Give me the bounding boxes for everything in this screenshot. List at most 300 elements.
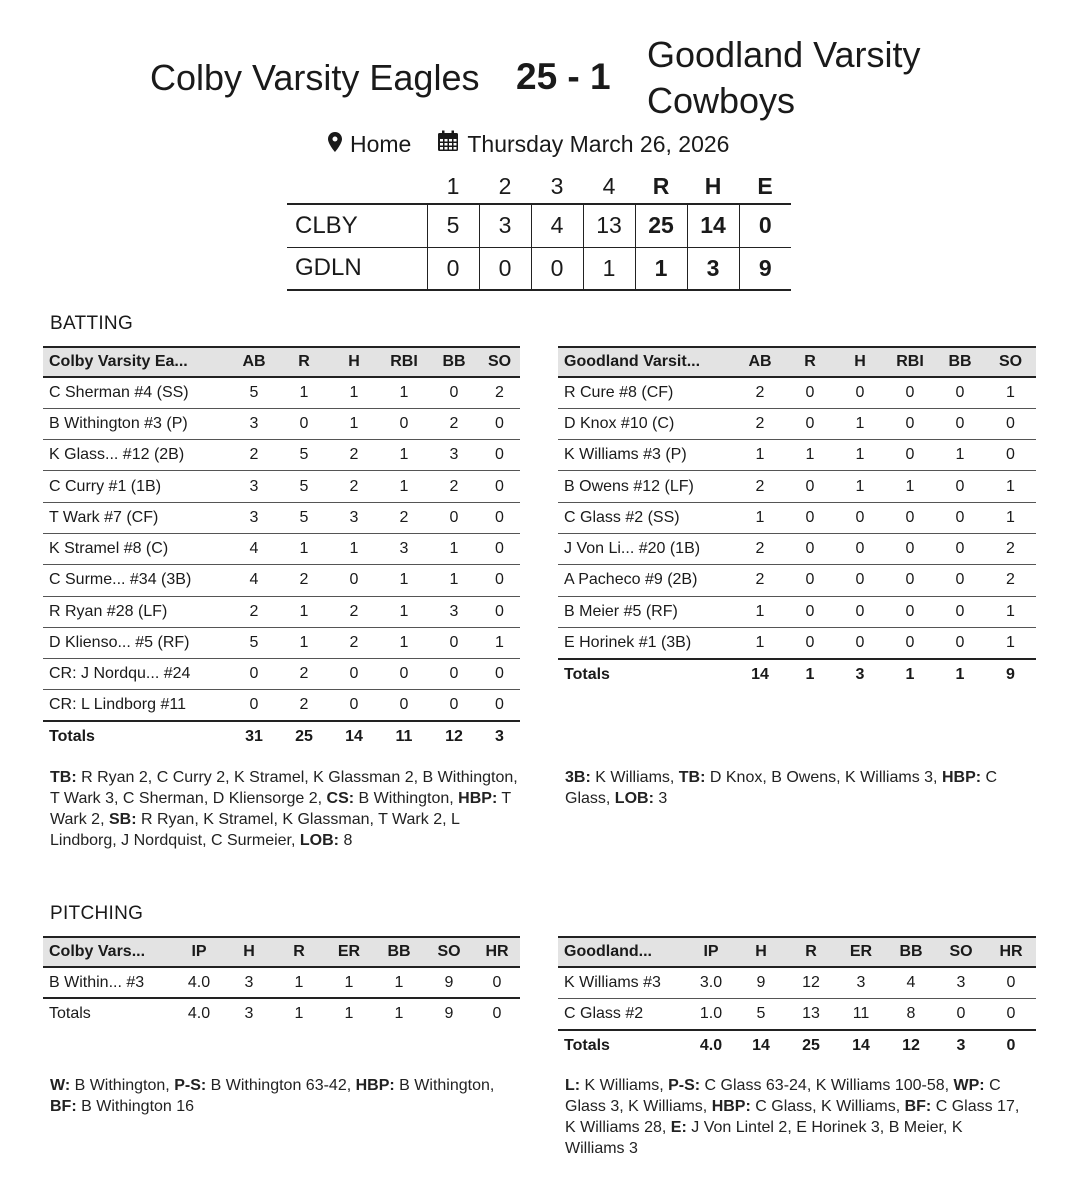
linescore-team: CLBY — [287, 204, 427, 247]
inning-score: 5 — [427, 204, 479, 247]
note-label: LOB: — [299, 832, 339, 849]
runs-header: R — [652, 173, 670, 199]
note-text: 8 — [339, 832, 353, 849]
stat-cell: 1 — [735, 502, 785, 533]
away-batting-notes — [565, 767, 1035, 809]
stat-cell: 5 — [279, 502, 329, 533]
totals-cell: 4.0 — [699, 1036, 723, 1054]
stat-column-header: HR — [474, 937, 520, 967]
totals-row — [558, 659, 1036, 690]
stat-cell: 0 — [785, 565, 835, 596]
stat-cell: 2 — [329, 471, 379, 502]
player-name: CR: L Lindborg #11 — [43, 690, 229, 721]
date-text: Thursday March 26, 2026 — [467, 130, 730, 157]
stat-cell: 2 — [735, 471, 785, 502]
note-text: R Ryan, K Stramel, K Glassman, T Wark 2, L Lindborg, J Nordquist, C Surmeier, — [50, 811, 460, 849]
totals-label: Totals — [564, 1036, 610, 1054]
note-text: K Williams, — [590, 769, 679, 786]
hits-total: 3 — [687, 247, 739, 290]
stat-cell: 0 — [379, 690, 429, 721]
stat-cell: 2 — [735, 408, 785, 439]
stat-column-header: ER — [324, 937, 374, 967]
stat-cell: 0 — [785, 502, 835, 533]
note-label: W: — [50, 1077, 71, 1094]
stat-cell: 0 — [835, 565, 885, 596]
table-row — [43, 502, 520, 533]
location-text: Home — [350, 130, 412, 157]
table-row — [43, 565, 520, 596]
location — [328, 131, 411, 158]
errors-total: 9 — [739, 247, 791, 290]
note-label: HBP: — [711, 1098, 751, 1115]
totals-cell: 9 — [444, 1005, 454, 1023]
stat-cell: 0 — [935, 377, 985, 408]
note-label: HBP: — [355, 1077, 395, 1094]
note-text: D Knox, B Owens, K Williams 3, — [705, 769, 942, 786]
stat-cell: 0 — [785, 471, 835, 502]
table-header-row — [558, 937, 1036, 967]
table-row — [558, 533, 1036, 564]
stat-cell: 3 — [229, 408, 279, 439]
stat-column-header: IP — [174, 937, 224, 967]
stat-cell: 1 — [985, 596, 1036, 627]
stat-cell: 1 — [835, 440, 885, 471]
stat-cell: 1 — [329, 533, 379, 564]
stat-cell: 0 — [279, 408, 329, 439]
stat-cell: 9 — [736, 967, 786, 998]
player-name: C Sherman #4 (SS) — [43, 377, 229, 408]
stat-cell: 3.0 — [686, 967, 736, 998]
table-row — [558, 408, 1036, 439]
stat-cell: 0 — [785, 408, 835, 439]
team-column-header: Colby Varsity Ea... — [43, 347, 229, 377]
stat-column-header: R — [279, 347, 329, 377]
totals-cell: 31 — [245, 728, 263, 746]
stat-cell: 0 — [935, 471, 985, 502]
stat-cell: 0 — [429, 690, 479, 721]
note-label: L: — [565, 1077, 581, 1094]
note-label: BF: — [50, 1098, 77, 1115]
table-row — [43, 377, 520, 408]
stat-cell: 3 — [836, 967, 886, 998]
stat-cell: 1 — [279, 627, 329, 658]
table-row — [43, 596, 520, 627]
totals-cell: 12 — [902, 1036, 920, 1054]
stat-cell: 9 — [424, 967, 474, 998]
stat-cell: 4.0 — [174, 967, 224, 998]
totals-row — [558, 1030, 1036, 1061]
stat-cell: 2 — [985, 533, 1036, 564]
stat-cell: 12 — [786, 967, 836, 998]
stat-cell: 0 — [479, 659, 520, 690]
player-name: CR: J Nordqu... #24 — [43, 659, 229, 690]
totals-cell: 12 — [445, 728, 463, 746]
stat-cell: 2 — [379, 502, 429, 533]
totals-cell: 0 — [1006, 1036, 1016, 1054]
stat-cell: 0 — [479, 596, 520, 627]
note-text: C Glass 3, K Williams, — [565, 1077, 1001, 1115]
stat-cell: 1 — [985, 627, 1036, 658]
table-header-row — [558, 347, 1036, 377]
stat-column-header: ER — [836, 937, 886, 967]
totals-cell: 0 — [492, 1005, 502, 1023]
totals-cell: 3 — [244, 1005, 254, 1023]
stat-cell: 0 — [785, 596, 835, 627]
player-name: D Klienso... #5 (RF) — [43, 627, 229, 658]
note-label: 3B: — [565, 769, 591, 786]
table-row — [558, 627, 1036, 658]
table-row — [558, 471, 1036, 502]
table-row — [43, 533, 520, 564]
linescore-header-row — [287, 170, 791, 204]
table-row — [43, 440, 520, 471]
stat-cell: 0 — [885, 533, 935, 564]
note-text: C Glass, — [565, 769, 998, 807]
totals-cell: 14 — [752, 1036, 770, 1054]
team-column-header: Goodland... — [558, 937, 686, 967]
player-name: A Pacheco #9 (2B) — [558, 565, 735, 596]
stat-column-header: IP — [686, 937, 736, 967]
stat-column-header: BB — [374, 937, 424, 967]
stat-cell: 3 — [936, 967, 986, 998]
stat-cell: 1 — [835, 408, 885, 439]
stat-cell: 0 — [985, 408, 1036, 439]
stat-cell: 1 — [279, 377, 329, 408]
table-row — [558, 998, 1036, 1029]
stat-cell: 0 — [935, 627, 985, 658]
stat-cell: 0 — [885, 408, 935, 439]
stat-cell: 1 — [379, 565, 429, 596]
table-row — [558, 596, 1036, 627]
inning-score: 13 — [583, 204, 635, 247]
note-text: R Ryan 2, C Curry 2, K Stramel, K Glassman 2, B Withington, T Wark 3, C Sherman, D Kliensorge 2, — [50, 769, 518, 807]
stat-column-header: BB — [886, 937, 936, 967]
stat-column-header: H — [224, 937, 274, 967]
away-pitching-notes — [565, 1075, 1025, 1159]
stat-column-header: AB — [735, 347, 785, 377]
stat-cell: 1.0 — [686, 998, 736, 1029]
stat-column-header: SO — [424, 937, 474, 967]
stat-cell: 5 — [279, 440, 329, 471]
player-name: C Curry #1 (1B) — [43, 471, 229, 502]
note-text: C Glass 17, K Williams 28, — [565, 1098, 1020, 1136]
player-name: K Glass... #12 (2B) — [43, 440, 229, 471]
stat-cell: 0 — [429, 502, 479, 533]
inning-score: 0 — [427, 247, 479, 290]
stat-cell: 1 — [429, 533, 479, 564]
totals-row — [43, 721, 520, 752]
stat-cell: 5 — [736, 998, 786, 1029]
stat-cell: 5 — [229, 627, 279, 658]
stat-column-header: BB — [429, 347, 479, 377]
player-name: C Glass #2 — [558, 998, 686, 1029]
home-batting-notes — [50, 767, 525, 851]
stat-cell: 1 — [279, 533, 329, 564]
player-name: C Glass #2 (SS) — [558, 502, 735, 533]
map-pin-icon — [328, 131, 342, 158]
stat-cell: 1 — [885, 471, 935, 502]
runs-total: 25 — [635, 204, 687, 247]
stat-column-header: RBI — [379, 347, 429, 377]
game-meta — [328, 130, 729, 158]
calendar-icon — [437, 130, 459, 158]
inning-score: 0 — [531, 247, 583, 290]
player-name: C Surme... #34 (3B) — [43, 565, 229, 596]
player-name: K Williams #3 — [558, 967, 686, 998]
stat-cell: 2 — [429, 471, 479, 502]
note-label: E: — [670, 1119, 687, 1136]
stat-cell: 0 — [329, 659, 379, 690]
away-pitching-table — [558, 936, 1036, 1061]
stat-cell: 0 — [429, 659, 479, 690]
note-label: LOB: — [614, 790, 654, 807]
player-name: R Ryan #28 (LF) — [43, 596, 229, 627]
table-row — [43, 967, 520, 998]
stat-cell: 4 — [886, 967, 936, 998]
totals-cell: 14 — [852, 1036, 870, 1054]
errors-total: 0 — [739, 204, 791, 247]
stat-cell: 0 — [835, 627, 885, 658]
stat-cell: 0 — [835, 377, 885, 408]
stat-column-header: SO — [479, 347, 520, 377]
stat-cell: 1 — [324, 967, 374, 998]
stat-cell: 0 — [479, 408, 520, 439]
stat-cell: 0 — [229, 659, 279, 690]
home-batting-table — [43, 346, 520, 753]
note-text: 3 — [653, 790, 668, 807]
stat-cell: 0 — [479, 690, 520, 721]
stat-cell: 2 — [735, 565, 785, 596]
note-text: K Williams, — [580, 1077, 669, 1094]
batting-section-title: BATTING — [50, 313, 134, 334]
stat-column-header: H — [329, 347, 379, 377]
stat-cell: 0 — [986, 998, 1036, 1029]
stat-cell: 2 — [279, 690, 329, 721]
note-text: B Withington 16 — [76, 1098, 195, 1115]
player-name: B Withington #3 (P) — [43, 408, 229, 439]
totals-cell: 11 — [395, 728, 413, 746]
table-row — [43, 408, 520, 439]
stat-cell: 0 — [985, 440, 1036, 471]
away-batting-table — [558, 346, 1036, 690]
stat-column-header: R — [274, 937, 324, 967]
final-score: 25 - 1 — [516, 56, 611, 97]
stat-cell: 2 — [229, 596, 279, 627]
stat-cell: 0 — [935, 596, 985, 627]
stat-cell: 3 — [329, 502, 379, 533]
stat-cell: 1 — [329, 408, 379, 439]
note-text: J Von Lintel 2, E Horinek 3, B Meier, K Williams 3 — [565, 1119, 963, 1157]
stat-cell: 4 — [229, 565, 279, 596]
hits-header: H — [704, 173, 722, 199]
stat-cell: 3 — [429, 596, 479, 627]
stat-column-header: SO — [936, 937, 986, 967]
stat-cell: 5 — [229, 377, 279, 408]
totals-label: Totals — [49, 1005, 91, 1023]
stat-cell: 1 — [985, 471, 1036, 502]
away-team-name: Goodland Varsity Cowboys — [647, 34, 921, 121]
note-label: TB: — [678, 769, 706, 786]
stat-cell: 2 — [479, 377, 520, 408]
totals-cell: 3 — [855, 665, 865, 683]
note-label: HBP: — [458, 790, 498, 807]
player-name: J Von Li... #20 (1B) — [558, 533, 735, 564]
stat-cell: 0 — [429, 627, 479, 658]
stat-column-header: R — [786, 937, 836, 967]
inning-score: 1 — [583, 247, 635, 290]
stat-cell: 5 — [279, 471, 329, 502]
totals-cell: 14 — [345, 728, 363, 746]
player-name: B Owens #12 (LF) — [558, 471, 735, 502]
note-label: BF: — [904, 1098, 932, 1115]
player-name: E Horinek #1 (3B) — [558, 627, 735, 658]
totals-cell: 4.0 — [187, 1005, 211, 1023]
totals-row — [43, 998, 520, 1029]
stat-cell: 0 — [785, 533, 835, 564]
player-name: B Meier #5 (RF) — [558, 596, 735, 627]
player-name: D Knox #10 (C) — [558, 408, 735, 439]
stat-cell: 0 — [936, 998, 986, 1029]
errors-header: E — [757, 173, 773, 199]
stat-cell: 2 — [735, 377, 785, 408]
stat-cell: 1 — [379, 596, 429, 627]
note-text: B Withington, — [70, 1077, 175, 1094]
stat-cell: 2 — [279, 565, 329, 596]
team-column-header: Goodland Varsit... — [558, 347, 735, 377]
stat-cell: 0 — [935, 565, 985, 596]
stat-cell: 0 — [479, 471, 520, 502]
stat-cell: 2 — [329, 440, 379, 471]
stat-cell: 1 — [379, 440, 429, 471]
stat-column-header: SO — [985, 347, 1036, 377]
stat-cell: 1 — [379, 627, 429, 658]
stat-cell: 3 — [379, 533, 429, 564]
note-label: HBP: — [941, 769, 982, 786]
table-row — [558, 565, 1036, 596]
totals-cell: 1 — [394, 1005, 404, 1023]
stat-column-header: R — [785, 347, 835, 377]
table-row — [43, 659, 520, 690]
table-row — [43, 690, 520, 721]
stat-cell: 1 — [379, 471, 429, 502]
stat-cell: 1 — [735, 440, 785, 471]
totals-cell: 1 — [955, 665, 965, 683]
stat-cell: 0 — [835, 533, 885, 564]
stat-cell: 0 — [429, 377, 479, 408]
stat-cell: 2 — [329, 596, 379, 627]
stat-cell: 1 — [374, 967, 424, 998]
stat-cell: 4 — [229, 533, 279, 564]
stat-cell: 0 — [885, 565, 935, 596]
stat-cell: 1 — [329, 377, 379, 408]
stat-column-header: AB — [229, 347, 279, 377]
stat-cell: 0 — [935, 408, 985, 439]
stat-cell: 0 — [835, 596, 885, 627]
inning-4-header: 4 — [602, 173, 616, 199]
note-label: CS: — [326, 790, 355, 807]
stat-cell: 0 — [379, 408, 429, 439]
stat-cell: 3 — [229, 471, 279, 502]
stat-cell: 3 — [429, 440, 479, 471]
stat-cell: 0 — [479, 533, 520, 564]
note-label: SB: — [108, 811, 137, 828]
stat-cell: 0 — [329, 690, 379, 721]
note-text: B Withington, — [354, 790, 459, 807]
inning-2-header: 2 — [498, 173, 512, 199]
stat-cell: 0 — [229, 690, 279, 721]
stat-cell: 3 — [229, 502, 279, 533]
game-date — [437, 130, 729, 158]
stat-cell: 1 — [985, 377, 1036, 408]
stat-cell: 0 — [474, 967, 520, 998]
stat-cell: 0 — [885, 596, 935, 627]
totals-cell: 3 — [495, 728, 504, 746]
stat-cell: 0 — [479, 440, 520, 471]
linescore-row — [287, 204, 791, 247]
stat-cell: 0 — [329, 565, 379, 596]
table-row — [43, 627, 520, 658]
stat-cell: 0 — [785, 627, 835, 658]
table-row — [558, 967, 1036, 998]
home-pitching-notes — [50, 1075, 520, 1117]
pitching-section-title: PITCHING — [50, 903, 144, 924]
stat-cell: 1 — [479, 627, 520, 658]
linescore-team: GDLN — [287, 247, 427, 290]
stat-cell: 1 — [835, 471, 885, 502]
table-header-row — [43, 347, 520, 377]
stat-cell: 2 — [279, 659, 329, 690]
player-name: T Wark #7 (CF) — [43, 502, 229, 533]
player-name: K Stramel #8 (C) — [43, 533, 229, 564]
linescore-row — [287, 247, 791, 290]
totals-label: Totals — [564, 665, 610, 683]
stat-column-header: H — [835, 347, 885, 377]
inning-score: 4 — [531, 204, 583, 247]
totals-cell: 3 — [956, 1036, 966, 1054]
totals-cell: 1 — [905, 665, 915, 683]
runs-total: 1 — [635, 247, 687, 290]
inning-1-header: 1 — [446, 173, 460, 199]
stat-cell: 1 — [429, 565, 479, 596]
inning-score: 3 — [479, 204, 531, 247]
stat-cell: 1 — [379, 377, 429, 408]
stat-cell: 0 — [479, 502, 520, 533]
note-label: P-S: — [668, 1077, 701, 1094]
totals-cell: 9 — [1006, 665, 1015, 683]
stat-cell: 0 — [885, 377, 935, 408]
note-text: B Withington 63-42, — [206, 1077, 356, 1094]
stat-cell: 0 — [885, 440, 935, 471]
stat-cell: 0 — [935, 533, 985, 564]
stat-cell: 2 — [985, 565, 1036, 596]
stat-cell: 2 — [735, 533, 785, 564]
table-header-row — [43, 937, 520, 967]
note-text: B Withington, — [394, 1077, 495, 1094]
table-row — [558, 440, 1036, 471]
totals-cell: 1 — [294, 1005, 304, 1023]
home-team-name: Colby Varsity Eagles — [150, 57, 480, 98]
stat-cell: 0 — [885, 627, 935, 658]
player-name: K Williams #3 (P) — [558, 440, 735, 471]
note-text: C Glass, K Williams, — [750, 1098, 905, 1115]
player-name: B Within... #3 — [43, 967, 174, 998]
stat-cell: 0 — [785, 377, 835, 408]
note-label: P-S: — [174, 1077, 207, 1094]
totals-cell: 1 — [805, 665, 815, 683]
stat-cell: 1 — [735, 627, 785, 658]
stat-cell: 3 — [224, 967, 274, 998]
table-row — [558, 502, 1036, 533]
